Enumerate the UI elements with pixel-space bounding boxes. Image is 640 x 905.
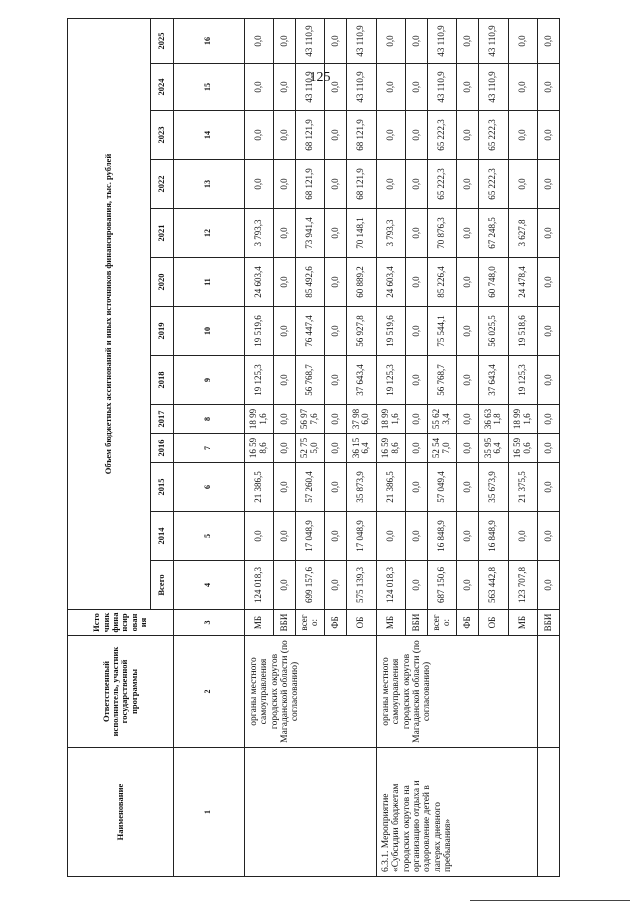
funding-source: ВБИ — [274, 610, 296, 636]
header-year: 2020 — [150, 258, 173, 307]
amount-cell: 0,0 — [325, 307, 347, 356]
amount-cell: 0,0 — [537, 111, 559, 160]
amount-cell: 17 048,9 — [295, 512, 324, 561]
funding-source: МБ — [244, 610, 273, 636]
amount-cell: 0,0 — [508, 111, 537, 160]
amount-cell: 0,0 — [537, 307, 559, 356]
page-number: 125 — [309, 70, 331, 85]
amount-cell: 16 598,6 — [376, 434, 405, 463]
amount-cell: 68 121,9 — [295, 160, 324, 209]
amount-cell: 575 139,3 — [347, 561, 376, 610]
header-year: 2021 — [150, 209, 173, 258]
amount-cell: 35 873,9 — [347, 463, 376, 512]
header-name: Наименование — [68, 748, 174, 877]
amount-cell: 3 627,8 — [508, 209, 537, 258]
amount-cell: 0,0 — [537, 209, 559, 258]
amount-cell: 21 386,5 — [244, 463, 273, 512]
amount-cell: 0,0 — [508, 18, 537, 63]
amount-cell: 123 707,8 — [508, 561, 537, 610]
column-number: 9 — [173, 356, 244, 405]
funding-source: всего: — [295, 610, 324, 636]
column-number: 15 — [173, 64, 244, 111]
amount-cell: 0,0 — [244, 160, 273, 209]
amount-cell: 0,0 — [457, 405, 479, 434]
amount-cell: 0,0 — [457, 561, 479, 610]
funding-source: ФБ — [457, 610, 479, 636]
amount-cell: 0,0 — [406, 111, 428, 160]
amount-cell: 3 793,3 — [376, 209, 405, 258]
amount-cell: 0,0 — [274, 405, 296, 434]
amount-cell: 0,0 — [376, 111, 405, 160]
amount-cell: 0,0 — [457, 111, 479, 160]
column-number: 11 — [173, 258, 244, 307]
funding-source: ВБИ — [537, 610, 559, 636]
funding-source: всего: — [427, 610, 456, 636]
amount-cell: 68 121,9 — [295, 111, 324, 160]
amount-cell: 0,0 — [406, 209, 428, 258]
amount-cell: 0,0 — [537, 356, 559, 405]
group2-responsible: органы местного самоуправления городских округов Магаданской области (по согласованию) — [376, 636, 537, 748]
amount-cell: 0,0 — [274, 209, 296, 258]
amount-cell: 0,0 — [244, 111, 273, 160]
amount-cell: 85 226,4 — [427, 258, 456, 307]
amount-cell: 0,0 — [406, 356, 428, 405]
amount-cell: 19 519,6 — [376, 307, 405, 356]
header-responsible: Ответственный исполнитель, участник государственной программы — [68, 636, 174, 748]
amount-cell: 0,0 — [274, 258, 296, 307]
group1-name — [244, 748, 376, 877]
amount-cell: 0,0 — [457, 258, 479, 307]
amount-cell: 19 518,6 — [508, 307, 537, 356]
amount-cell: 0,0 — [274, 307, 296, 356]
amount-cell: 0,0 — [406, 160, 428, 209]
amount-cell: 67 248,5 — [479, 209, 508, 258]
amount-cell: 73 941,4 — [295, 209, 324, 258]
financing-table — [67, 18, 560, 877]
column-number: 10 — [173, 307, 244, 356]
amount-cell: 0,0 — [406, 258, 428, 307]
amount-cell: 0,0 — [406, 434, 428, 463]
amount-cell: 0,0 — [537, 18, 559, 63]
funding-source: ОБ — [347, 610, 376, 636]
header-year: 2023 — [150, 111, 173, 160]
amount-cell: 19 519,6 — [244, 307, 273, 356]
amount-cell: 43 110,9 — [347, 64, 376, 111]
amount-cell: 35 956,4 — [479, 434, 508, 463]
group1-responsible: органы местного самоуправления городских округов Магаданской области (по согласованию) — [244, 636, 376, 748]
amount-cell: 0,0 — [537, 434, 559, 463]
amount-cell: 21 375,5 — [508, 463, 537, 512]
amount-cell: 0,0 — [274, 561, 296, 610]
column-number: 2 — [173, 636, 244, 748]
amount-cell: 0,0 — [325, 18, 347, 63]
amount-cell: 0,0 — [537, 64, 559, 111]
amount-cell: 0,0 — [457, 356, 479, 405]
column-number: 16 — [173, 18, 244, 63]
amount-cell: 699 157,6 — [295, 561, 324, 610]
amount-cell: 56 927,8 — [347, 307, 376, 356]
amount-cell: 24 603,4 — [244, 258, 273, 307]
column-number: 8 — [173, 405, 244, 434]
amount-cell: 0,0 — [457, 307, 479, 356]
amount-cell: 18 991,6 — [376, 405, 405, 434]
amount-cell: 70 876,3 — [427, 209, 456, 258]
amount-cell: 0,0 — [325, 209, 347, 258]
amount-cell: 19 125,3 — [244, 356, 273, 405]
amount-cell: 0,0 — [244, 18, 273, 63]
amount-cell: 0,0 — [537, 561, 559, 610]
amount-cell: 56 025,5 — [479, 307, 508, 356]
column-number: 3 — [173, 610, 244, 636]
amount-cell: 0,0 — [376, 18, 405, 63]
amount-cell: 16 590,6 — [508, 434, 537, 463]
amount-cell: 43 110,9 — [427, 18, 456, 63]
amount-cell: 0,0 — [274, 463, 296, 512]
amount-cell: 0,0 — [508, 64, 537, 111]
amount-cell: 36 631,8 — [479, 405, 508, 434]
amount-cell: 0,0 — [406, 307, 428, 356]
amount-cell: 43 110,9 — [347, 18, 376, 63]
amount-cell: 56 768,7 — [427, 356, 456, 405]
amount-cell: 24 478,4 — [508, 258, 537, 307]
amount-cell: 43 110,9 — [295, 64, 324, 111]
funding-source: ОБ — [479, 610, 508, 636]
amount-cell: 0,0 — [508, 512, 537, 561]
amount-cell: 0,0 — [274, 356, 296, 405]
header-year: 2017 — [150, 405, 173, 434]
amount-cell: 0,0 — [376, 64, 405, 111]
amount-cell: 0,0 — [325, 64, 347, 111]
header-year: 2014 — [150, 512, 173, 561]
amount-cell: 18 991,6 — [244, 405, 273, 434]
amount-cell: 0,0 — [274, 434, 296, 463]
amount-cell: 0,0 — [457, 209, 479, 258]
amount-cell: 124 018,3 — [244, 561, 273, 610]
amount-cell: 0,0 — [457, 434, 479, 463]
header-year: 2015 — [150, 463, 173, 512]
amount-cell: 0,0 — [406, 512, 428, 561]
amount-cell: 56 977,6 — [295, 405, 324, 434]
amount-cell: 70 148,1 — [347, 209, 376, 258]
amount-cell: 17 048,9 — [347, 512, 376, 561]
amount-cell: 124 018,3 — [376, 561, 405, 610]
amount-cell: 43 110,9 — [295, 18, 324, 63]
amount-cell: 0,0 — [406, 405, 428, 434]
amount-cell: 57 260,4 — [295, 463, 324, 512]
amount-cell: 0,0 — [537, 160, 559, 209]
amount-cell: 60 889,2 — [347, 258, 376, 307]
group2-responsible-continued — [537, 636, 559, 748]
amount-cell: 0,0 — [537, 405, 559, 434]
amount-cell: 52 547,0 — [427, 434, 456, 463]
header-volume: Объем бюджетных ассигнований и иных источников финансирования, тыс. рублей — [68, 18, 151, 609]
amount-cell: 19 125,3 — [376, 356, 405, 405]
amount-cell: 65 222,3 — [427, 111, 456, 160]
header-total: Всего — [150, 561, 173, 610]
amount-cell: 56 768,7 — [295, 356, 324, 405]
amount-cell: 43 110,9 — [479, 18, 508, 63]
header-year: 2025 — [150, 18, 173, 63]
amount-cell: 0,0 — [274, 18, 296, 63]
amount-cell: 0,0 — [457, 64, 479, 111]
amount-cell: 37 986,0 — [347, 405, 376, 434]
amount-cell: 0,0 — [325, 258, 347, 307]
amount-cell: 563 442,8 — [479, 561, 508, 610]
amount-cell: 19 125,3 — [508, 356, 537, 405]
amount-cell: 0,0 — [406, 64, 428, 111]
amount-cell: 76 447,4 — [295, 307, 324, 356]
amount-cell: 0,0 — [457, 18, 479, 63]
column-number: 12 — [173, 209, 244, 258]
amount-cell: 24 603,4 — [376, 258, 405, 307]
funding-source: МБ — [508, 610, 537, 636]
amount-cell: 65 222,3 — [427, 160, 456, 209]
funding-source: ФБ — [325, 610, 347, 636]
amount-cell: 75 544,1 — [427, 307, 456, 356]
amount-cell: 43 110,9 — [479, 64, 508, 111]
column-number: 6 — [173, 463, 244, 512]
amount-cell: 0,0 — [537, 463, 559, 512]
amount-cell: 0,0 — [406, 561, 428, 610]
amount-cell: 0,0 — [537, 512, 559, 561]
amount-cell: 16 848,9 — [479, 512, 508, 561]
amount-cell: 0,0 — [325, 356, 347, 405]
amount-cell: 65 222,3 — [479, 160, 508, 209]
amount-cell: 0,0 — [244, 512, 273, 561]
rotated-table-wrapper — [67, 19, 560, 877]
footer-rule — [470, 900, 630, 901]
funding-source: МБ — [376, 610, 405, 636]
amount-cell: 0,0 — [376, 512, 405, 561]
amount-cell: 0,0 — [325, 512, 347, 561]
amount-cell: 35 673,9 — [479, 463, 508, 512]
amount-cell: 0,0 — [457, 463, 479, 512]
group2-name: 6.3.1. Мероприятие «Субсидии бюджетам городских округов на организацию отдыха и оздоровление детей в лагерях дневного пребывания» — [376, 748, 537, 877]
amount-cell: 687 150,6 — [427, 561, 456, 610]
amount-cell: 0,0 — [457, 160, 479, 209]
amount-cell: 0,0 — [325, 111, 347, 160]
amount-cell: 52 755,0 — [295, 434, 324, 463]
amount-cell: 18 991,6 — [508, 405, 537, 434]
amount-cell: 0,0 — [537, 258, 559, 307]
header-year: 2024 — [150, 64, 173, 111]
header-source: Источник финансирования — [68, 610, 174, 636]
amount-cell: 65 222,3 — [479, 111, 508, 160]
column-number: 7 — [173, 434, 244, 463]
amount-cell: 68 121,9 — [347, 111, 376, 160]
header-year: 2016 — [150, 434, 173, 463]
amount-cell: 0,0 — [325, 561, 347, 610]
amount-cell: 43 110,9 — [427, 64, 456, 111]
amount-cell: 0,0 — [406, 18, 428, 63]
column-number: 1 — [173, 748, 244, 877]
amount-cell: 37 643,4 — [347, 356, 376, 405]
amount-cell: 0,0 — [376, 160, 405, 209]
amount-cell: 3 793,3 — [244, 209, 273, 258]
header-year: 2019 — [150, 307, 173, 356]
amount-cell: 21 386,5 — [376, 463, 405, 512]
column-number: 4 — [173, 561, 244, 610]
amount-cell: 0,0 — [274, 64, 296, 111]
amount-cell: 68 121,9 — [347, 160, 376, 209]
amount-cell: 0,0 — [325, 463, 347, 512]
amount-cell: 36 156,4 — [347, 434, 376, 463]
amount-cell: 0,0 — [508, 160, 537, 209]
header-year: 2022 — [150, 160, 173, 209]
amount-cell: 60 748,0 — [479, 258, 508, 307]
column-number: 5 — [173, 512, 244, 561]
amount-cell: 85 492,6 — [295, 258, 324, 307]
amount-cell: 16 598,6 — [244, 434, 273, 463]
header-year: 2018 — [150, 356, 173, 405]
amount-cell: 57 049,4 — [427, 463, 456, 512]
amount-cell: 0,0 — [274, 111, 296, 160]
column-number: 13 — [173, 160, 244, 209]
amount-cell: 0,0 — [406, 463, 428, 512]
amount-cell: 0,0 — [274, 512, 296, 561]
amount-cell: 0,0 — [325, 160, 347, 209]
amount-cell: 0,0 — [274, 160, 296, 209]
amount-cell: 0,0 — [325, 405, 347, 434]
amount-cell: 16 848,9 — [427, 512, 456, 561]
amount-cell: 0,0 — [325, 434, 347, 463]
amount-cell: 55 623,4 — [427, 405, 456, 434]
column-number: 14 — [173, 111, 244, 160]
amount-cell: 37 643,4 — [479, 356, 508, 405]
funding-source: ВБИ — [406, 610, 428, 636]
amount-cell: 0,0 — [457, 512, 479, 561]
amount-cell: 0,0 — [244, 64, 273, 111]
group2-name-continued — [537, 748, 559, 877]
